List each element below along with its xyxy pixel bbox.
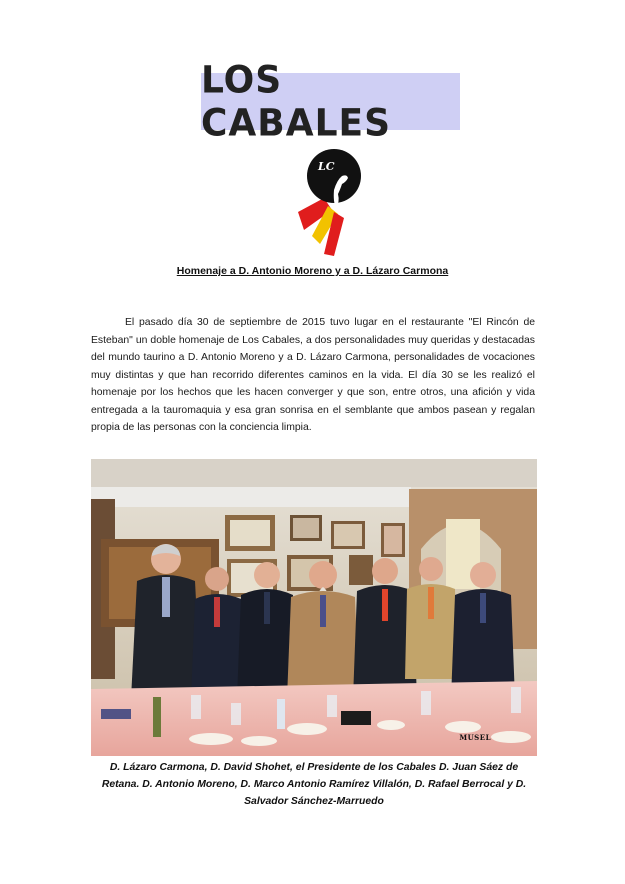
photo-watermark: MUSEL xyxy=(459,733,491,742)
article-body: El pasado día 30 de septiembre de 2015 tuvo lugar en el restaurante "El Rincón de Esteban" un doble homenaje de Los Cabales, a dos personalidades muy queridas y destacadas del mundo taurino a D. Antonio Moreno y a D. Lázaro Carmona, personalidades de vocaciones muy distintas y que han recorrido diferentes caminos en la vida. El día 30 se les realizó el homenaje por los hechos que les hacen converger y que son, entre otros, una afición y vida entregada a la tauromaquia y esa gran sonrisa en el semblante que ambos pasean y regalan propia de las personas con la conciencia limpia. xyxy=(91,317,535,433)
group-photo xyxy=(91,459,537,756)
article-title: Homenaje a D. Antonio Moreno y a D. Lázaro Carmona xyxy=(176,265,449,277)
photo-caption: D. Lázaro Carmona, D. David Shohet, el Presidente de los Cabales D. Juan Sáez de Retana. D. Antonio Moreno, D. Marco Antonio Ramírez Villalón, D. Rafael Berrocal y D. Salvador Sánchez-Marruedo xyxy=(101,762,527,807)
banner-text: LOS CABALES xyxy=(201,58,392,145)
lc-emblem-logo xyxy=(294,140,370,256)
emblem-initials: LC xyxy=(318,160,335,173)
los-cabales-banner-logo xyxy=(201,58,460,145)
